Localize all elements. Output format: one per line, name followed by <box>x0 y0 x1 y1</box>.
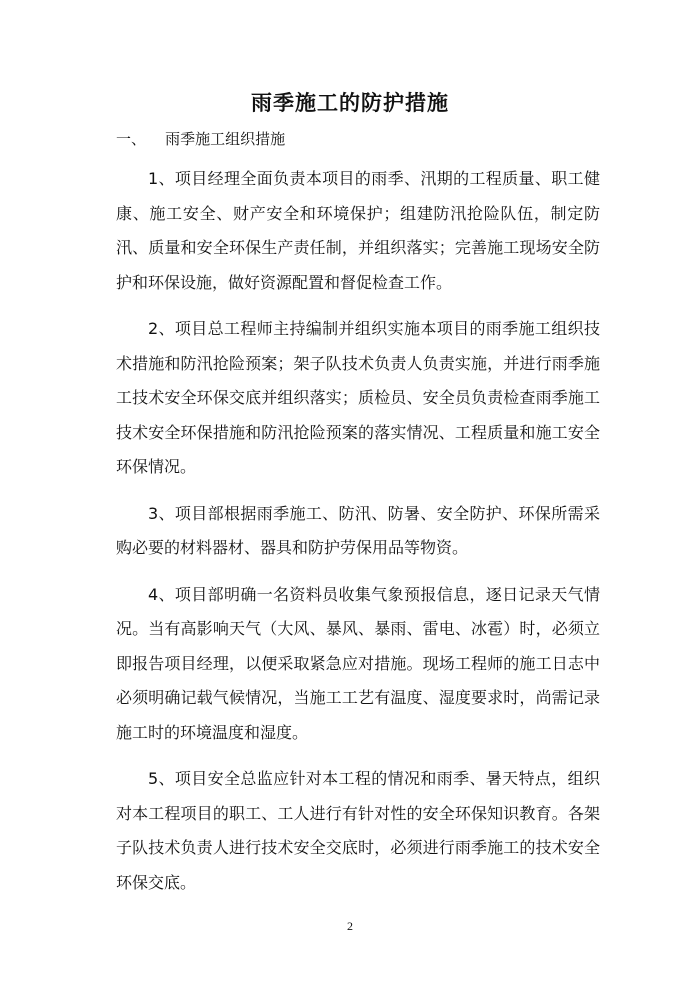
paragraph-2: 2、项目总工程师主持编制并组织实施本项目的雨季施工组织技术措施和防汛抢险预案；架子队技术负责人负责实施，并进行雨季施工技术安全环保交底并组织落实；质检员、安全员负责检查雨季施工技术安全环保措施和防汛抢险预案的落实情况、工程质量和施工安全环保情况。 <box>116 319 600 476</box>
page-title: 雨季施工的防护措施 <box>251 91 449 115</box>
paragraph-3: 3、项目部根据雨季施工、防汛、防暑、安全防护、环保所需采购必要的材料器材、器具和防护劳保用品等物资。 <box>116 503 600 557</box>
paragraph-5: 5、项目安全总监应针对本工程的情况和雨季、暑天特点，组织对本工程项目的职工、工人进行有针对性的安全环保知识教育。各架子队技术负责人进行技术安全交底时，必须进行雨季施工的技术安全环保交底。 <box>116 769 600 892</box>
page-number: 2 <box>347 919 353 933</box>
section-heading: 一、 雨季施工组织措施 <box>116 130 286 148</box>
paragraph-4: 4、项目部明确一名资料员收集气象预报信息，逐日记录天气情况。当有高影响天气（大风、暴风、暴雨、雷电、冰雹）时，必须立即报告项目经理，以便采取紧急应对措施。现场工程师的施工日志中必须明确记载气候情况，当施工工艺有温度、湿度要求时，尚需记录施工时的环境温度和湿度。 <box>116 584 600 742</box>
paragraph-1: 1、项目经理全面负责本项目的雨季、汛期的工程质量、职工健康、施工安全、财产安全和环境保护；组建防汛抢险队伍，制定防汛、质量和安全环保生产责任制，并组织落实；完善施工现场安全防护和环保设施，做好资源配置和督促检查工作。 <box>116 169 600 292</box>
section-body <box>116 162 600 912</box>
